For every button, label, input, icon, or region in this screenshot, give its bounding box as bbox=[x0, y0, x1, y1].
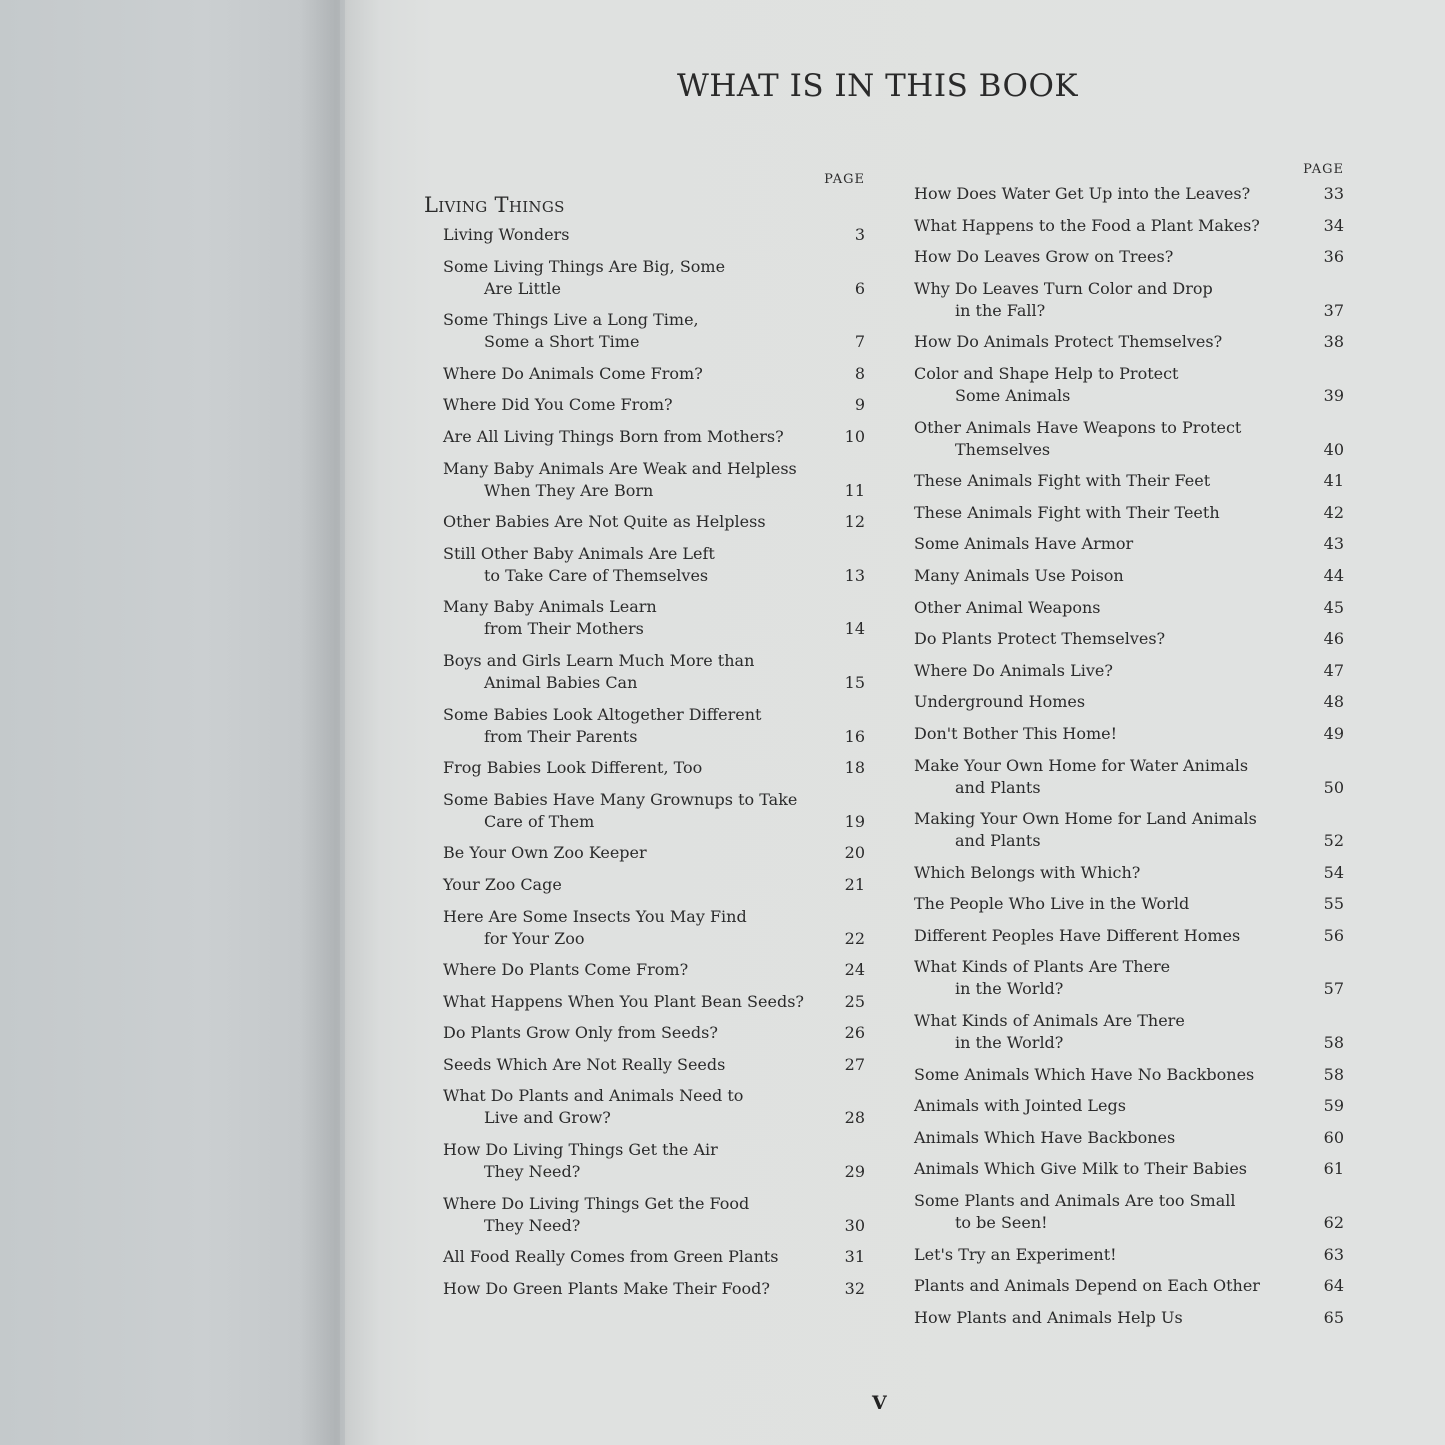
toc-entry-title: Your Zoo Cage bbox=[443, 874, 562, 894]
toc-column-right bbox=[914, 162, 1348, 1338]
toc-entry-title: Some Living Things Are Big, Some bbox=[443, 256, 726, 276]
toc-entry-title: Where Do Animals Live? bbox=[914, 660, 1113, 680]
toc-entry-page: 3 bbox=[854, 225, 865, 244]
toc-entry bbox=[914, 597, 1348, 619]
toc-entry-page: 40 bbox=[1323, 439, 1344, 459]
toc-entry-title: Where Do Living Things Get the Food bbox=[443, 1193, 750, 1213]
toc-entry-title-continued: When They Are Born bbox=[484, 480, 654, 500]
toc-entry-title: Where Do Plants Come From? bbox=[443, 960, 689, 980]
toc-entry-page: 6 bbox=[854, 278, 865, 298]
section-title: Living Things bbox=[424, 193, 565, 217]
toc-entry-title-continued: for Your Zoo bbox=[484, 928, 585, 948]
toc-entry bbox=[424, 256, 869, 300]
toc-entry bbox=[914, 893, 1348, 915]
toc-entry-page: 55 bbox=[1323, 894, 1344, 914]
toc-entry-page: 33 bbox=[1323, 184, 1344, 203]
toc-entry bbox=[914, 215, 1348, 237]
toc-entry-page: 59 bbox=[1323, 1096, 1344, 1116]
toc-entry-title: These Animals Fight with Their Teeth bbox=[914, 502, 1220, 522]
toc-entry-title: How Does Water Get Up into the Leaves? bbox=[914, 184, 1251, 203]
toc-entry bbox=[424, 842, 869, 864]
toc-entry-page: 18 bbox=[844, 758, 865, 778]
toc-entry-page: 46 bbox=[1323, 629, 1344, 649]
toc-entry-page: 29 bbox=[844, 1162, 865, 1182]
toc-entry bbox=[424, 458, 869, 502]
toc-entry-title-continued: in the World? bbox=[955, 1033, 1064, 1053]
toc-entry-title-continued: in the Fall? bbox=[955, 300, 1046, 320]
toc-entry bbox=[424, 224, 869, 246]
toc-entry-title: Other Animal Weapons bbox=[914, 597, 1101, 617]
toc-entry-page: 25 bbox=[844, 991, 865, 1011]
toc-entry bbox=[914, 533, 1348, 555]
toc-entry bbox=[914, 956, 1348, 1000]
toc-entry-title: How Do Animals Protect Themselves? bbox=[914, 332, 1223, 352]
toc-entry-title: Living Wonders bbox=[443, 225, 570, 244]
toc-entry bbox=[424, 543, 869, 587]
toc-entry bbox=[424, 789, 869, 833]
toc-entry-page: 50 bbox=[1323, 777, 1344, 797]
toc-entry-page: 54 bbox=[1323, 862, 1344, 882]
toc-entry-title-continued: from Their Parents bbox=[484, 726, 638, 746]
toc-entry-title-continued: and Plants bbox=[955, 831, 1041, 851]
toc-entry bbox=[424, 874, 869, 896]
toc-entry bbox=[914, 1158, 1348, 1180]
toc-entry bbox=[424, 1054, 869, 1076]
toc-entry-title: The People Who Live in the World bbox=[914, 894, 1190, 914]
toc-entry-page: 9 bbox=[854, 395, 865, 415]
toc-entry-title: Animals Which Have Backbones bbox=[914, 1127, 1176, 1147]
toc-entry bbox=[914, 1010, 1348, 1054]
toc-entry-page: 30 bbox=[844, 1215, 865, 1235]
toc-entry-title-continued: and Plants bbox=[955, 777, 1041, 797]
toc-entry bbox=[424, 1085, 869, 1129]
toc-entry-page: 12 bbox=[844, 512, 865, 532]
toc-entry bbox=[424, 757, 869, 779]
toc-entry-page: 32 bbox=[844, 1278, 865, 1298]
toc-entry bbox=[914, 1244, 1348, 1266]
toc-entry-title: Where Did You Come From? bbox=[443, 395, 673, 415]
toc-entry-page: 7 bbox=[854, 332, 865, 352]
toc-entry-page: 48 bbox=[1323, 692, 1344, 712]
toc-entry-page: 27 bbox=[844, 1054, 865, 1074]
toc-entry bbox=[914, 1127, 1348, 1149]
toc-entry-title: Many Baby Animals Learn bbox=[443, 597, 657, 617]
toc-entry bbox=[424, 1193, 869, 1237]
toc-entry bbox=[914, 862, 1348, 884]
toc-entry bbox=[914, 278, 1348, 322]
toc-entry-page: 58 bbox=[1323, 1064, 1344, 1084]
toc-entry-title: How Do Leaves Grow on Trees? bbox=[914, 247, 1174, 267]
toc-entry bbox=[424, 650, 869, 694]
toc-entry-title-continued: Some a Short Time bbox=[484, 332, 640, 352]
toc-entry-title: Making Your Own Home for Land Animals bbox=[914, 809, 1257, 829]
page-number-folio: V bbox=[872, 1392, 887, 1414]
toc-entry-page: 39 bbox=[1323, 385, 1344, 405]
toc-entry bbox=[914, 925, 1348, 947]
toc-entry-title: Do Plants Grow Only from Seeds? bbox=[443, 1023, 718, 1043]
toc-entry-title: Some Animals Have Armor bbox=[914, 534, 1134, 554]
toc-entry bbox=[914, 808, 1348, 852]
toc-entry-title: What Kinds of Animals Are There bbox=[914, 1011, 1185, 1031]
toc-entry bbox=[914, 331, 1348, 353]
toc-entry bbox=[424, 704, 869, 748]
toc-entry-page: 20 bbox=[844, 843, 865, 863]
toc-entry bbox=[424, 1246, 869, 1268]
toc-entry-page: 31 bbox=[844, 1247, 865, 1267]
toc-entry-title: How Plants and Animals Help Us bbox=[914, 1307, 1183, 1327]
toc-entry bbox=[914, 691, 1348, 713]
toc-entry-page: 62 bbox=[1323, 1213, 1344, 1233]
toc-entry bbox=[914, 502, 1348, 524]
toc-entry bbox=[914, 755, 1348, 799]
toc-entry-title-continued: from Their Mothers bbox=[484, 619, 644, 639]
toc-entry-title: Don't Bother This Home! bbox=[914, 723, 1118, 743]
toc-entry bbox=[914, 1307, 1348, 1329]
toc-entry-title: These Animals Fight with Their Feet bbox=[914, 471, 1211, 491]
toc-entry-page: 57 bbox=[1323, 979, 1344, 999]
toc-entry-page: 63 bbox=[1323, 1244, 1344, 1264]
toc-entry-page: 24 bbox=[844, 960, 865, 980]
toc-entry-title: Some Things Live a Long Time, bbox=[443, 310, 699, 330]
toc-entry-title: Be Your Own Zoo Keeper bbox=[443, 843, 647, 863]
toc-entry bbox=[914, 417, 1348, 461]
toc-entry bbox=[424, 959, 869, 981]
toc-entry-title: Underground Homes bbox=[914, 692, 1086, 712]
toc-entry-title: Many Baby Animals Are Weak and Helpless bbox=[443, 458, 797, 478]
toc-entry-title: Other Animals Have Weapons to Protect bbox=[914, 417, 1242, 437]
toc-entry bbox=[424, 1139, 869, 1183]
toc-entry-title: Boys and Girls Learn Much More than bbox=[443, 650, 755, 670]
toc-entry-page: 34 bbox=[1323, 215, 1344, 235]
toc-entry-page: 65 bbox=[1323, 1307, 1344, 1327]
toc-entry-page: 10 bbox=[844, 426, 865, 446]
toc-entry bbox=[424, 426, 869, 448]
toc-entry-title: Some Babies Look Altogether Different bbox=[443, 704, 762, 724]
toc-entry-page: 13 bbox=[844, 565, 865, 585]
toc-entry-title-continued: Themselves bbox=[955, 439, 1051, 459]
book-gutter bbox=[300, 0, 380, 1445]
toc-entry-page: 36 bbox=[1323, 247, 1344, 267]
toc-entry-page: 52 bbox=[1323, 831, 1344, 851]
toc-entry-title: Let's Try an Experiment! bbox=[914, 1244, 1117, 1264]
toc-entry-title: Still Other Baby Animals Are Left bbox=[443, 543, 715, 563]
toc-entry-title: What Happens When You Plant Bean Seeds? bbox=[443, 991, 804, 1011]
toc-entry-title: Do Plants Protect Themselves? bbox=[914, 629, 1166, 649]
toc-entry-title: Plants and Animals Depend on Each Other bbox=[914, 1276, 1260, 1296]
toc-entry-page: 47 bbox=[1323, 660, 1344, 680]
toc-entry-page: 22 bbox=[844, 928, 865, 948]
toc-entry-page: 43 bbox=[1323, 534, 1344, 554]
toc-entry-title-continued: to be Seen! bbox=[955, 1213, 1048, 1233]
toc-entry bbox=[424, 1022, 869, 1044]
toc-entry-title: Which Belongs with Which? bbox=[914, 862, 1141, 882]
toc-entry-title-continued: Live and Grow? bbox=[484, 1108, 611, 1128]
toc-entry-title: Some Babies Have Many Grownups to Take bbox=[443, 789, 798, 809]
toc-entry bbox=[424, 596, 869, 640]
toc-entry-title-continued: to Take Care of Themselves bbox=[484, 565, 709, 585]
toc-entry-title: Some Animals Which Have No Backbones bbox=[914, 1064, 1255, 1084]
toc-entry bbox=[914, 363, 1348, 407]
toc-entry bbox=[914, 470, 1348, 492]
toc-entry-title-continued: in the World? bbox=[955, 979, 1064, 999]
toc-entry-title: Frog Babies Look Different, Too bbox=[443, 758, 703, 778]
toc-list-right bbox=[914, 183, 1348, 1329]
toc-entry bbox=[424, 309, 869, 353]
toc-entry bbox=[914, 660, 1348, 682]
toc-entry-title: How Do Green Plants Make Their Food? bbox=[443, 1278, 770, 1298]
toc-entry-title-continued: Animal Babies Can bbox=[484, 672, 638, 692]
toc-entry-title: Seeds Which Are Not Really Seeds bbox=[443, 1054, 726, 1074]
toc-entry-page: 26 bbox=[844, 1023, 865, 1043]
toc-entry-title: What Do Plants and Animals Need to bbox=[443, 1086, 744, 1106]
toc-entry bbox=[914, 628, 1348, 650]
toc-entry-title: Are All Living Things Born from Mothers? bbox=[443, 426, 784, 446]
page-column-header: PAGE bbox=[824, 172, 865, 187]
toc-entry-page: 15 bbox=[844, 672, 865, 692]
toc-entry-title-continued: They Need? bbox=[484, 1215, 581, 1235]
toc-column-left bbox=[424, 172, 869, 1309]
toc-entry-page: 61 bbox=[1323, 1159, 1344, 1179]
toc-entry bbox=[914, 1275, 1348, 1297]
toc-entry-title: Color and Shape Help to Protect bbox=[914, 363, 1179, 383]
toc-entry-title: Many Animals Use Poison bbox=[914, 565, 1124, 585]
toc-entry-page: 28 bbox=[844, 1108, 865, 1128]
page-column-header: PAGE bbox=[1303, 162, 1344, 177]
toc-entry-title-continued: Some Animals bbox=[955, 385, 1071, 405]
toc-entry-page: 37 bbox=[1323, 300, 1344, 320]
toc-entry-page: 56 bbox=[1323, 925, 1344, 945]
toc-entry-page: 49 bbox=[1323, 723, 1344, 743]
toc-entry-page: 16 bbox=[844, 726, 865, 746]
toc-entry-page: 44 bbox=[1323, 565, 1344, 585]
toc-entry bbox=[914, 565, 1348, 587]
page-title: WHAT IS IN THIS BOOK bbox=[676, 68, 1079, 104]
toc-entry-title: What Happens to the Food a Plant Makes? bbox=[914, 215, 1260, 235]
toc-entry bbox=[914, 1190, 1348, 1234]
toc-entry-page: 21 bbox=[844, 874, 865, 894]
toc-entry bbox=[914, 246, 1348, 268]
toc-entry-page: 64 bbox=[1323, 1276, 1344, 1296]
toc-entry-page: 11 bbox=[844, 480, 865, 500]
toc-list-left bbox=[424, 224, 869, 1300]
toc-entry bbox=[424, 906, 869, 950]
toc-entry-page: 41 bbox=[1323, 471, 1344, 491]
toc-entry-title: All Food Really Comes from Green Plants bbox=[443, 1247, 779, 1267]
toc-entry-page: 19 bbox=[844, 811, 865, 831]
left-page bbox=[0, 0, 340, 1445]
toc-entry-title: Different Peoples Have Different Homes bbox=[914, 925, 1241, 945]
toc-entry-page: 42 bbox=[1323, 502, 1344, 522]
toc-entry-title-continued: Care of Them bbox=[484, 811, 595, 831]
toc-entry bbox=[424, 1278, 869, 1300]
toc-entry bbox=[424, 394, 869, 416]
toc-entry-title: Make Your Own Home for Water Animals bbox=[914, 755, 1249, 775]
toc-entry bbox=[424, 991, 869, 1013]
toc-entry-title: Some Plants and Animals Are too Small bbox=[914, 1191, 1236, 1211]
toc-entry bbox=[914, 183, 1348, 205]
toc-entry-page: 58 bbox=[1323, 1033, 1344, 1053]
toc-entry bbox=[424, 511, 869, 533]
toc-entry-title: Why Do Leaves Turn Color and Drop bbox=[914, 278, 1213, 298]
toc-entry-title-continued: They Need? bbox=[484, 1162, 581, 1182]
toc-entry-page: 14 bbox=[844, 619, 865, 639]
toc-entry bbox=[914, 723, 1348, 745]
toc-entry bbox=[914, 1064, 1348, 1086]
toc-entry-title: What Kinds of Plants Are There bbox=[914, 957, 1171, 977]
toc-entry-title: How Do Living Things Get the Air bbox=[443, 1140, 718, 1160]
toc-entry-title: Other Babies Are Not Quite as Helpless bbox=[443, 512, 766, 532]
toc-entry-title-continued: Are Little bbox=[484, 278, 561, 298]
toc-entry-page: 45 bbox=[1323, 597, 1344, 617]
toc-entry-title: Here Are Some Insects You May Find bbox=[443, 906, 747, 926]
toc-entry-page: 8 bbox=[854, 363, 865, 383]
toc-entry-title: Animals with Jointed Legs bbox=[914, 1096, 1126, 1116]
toc-entry-page: 60 bbox=[1323, 1127, 1344, 1147]
toc-entry-title: Animals Which Give Milk to Their Babies bbox=[914, 1159, 1247, 1179]
toc-entry-title: Where Do Animals Come From? bbox=[443, 363, 703, 383]
toc-entry bbox=[424, 363, 869, 385]
toc-entry bbox=[914, 1095, 1348, 1117]
toc-entry-page: 38 bbox=[1323, 332, 1344, 352]
